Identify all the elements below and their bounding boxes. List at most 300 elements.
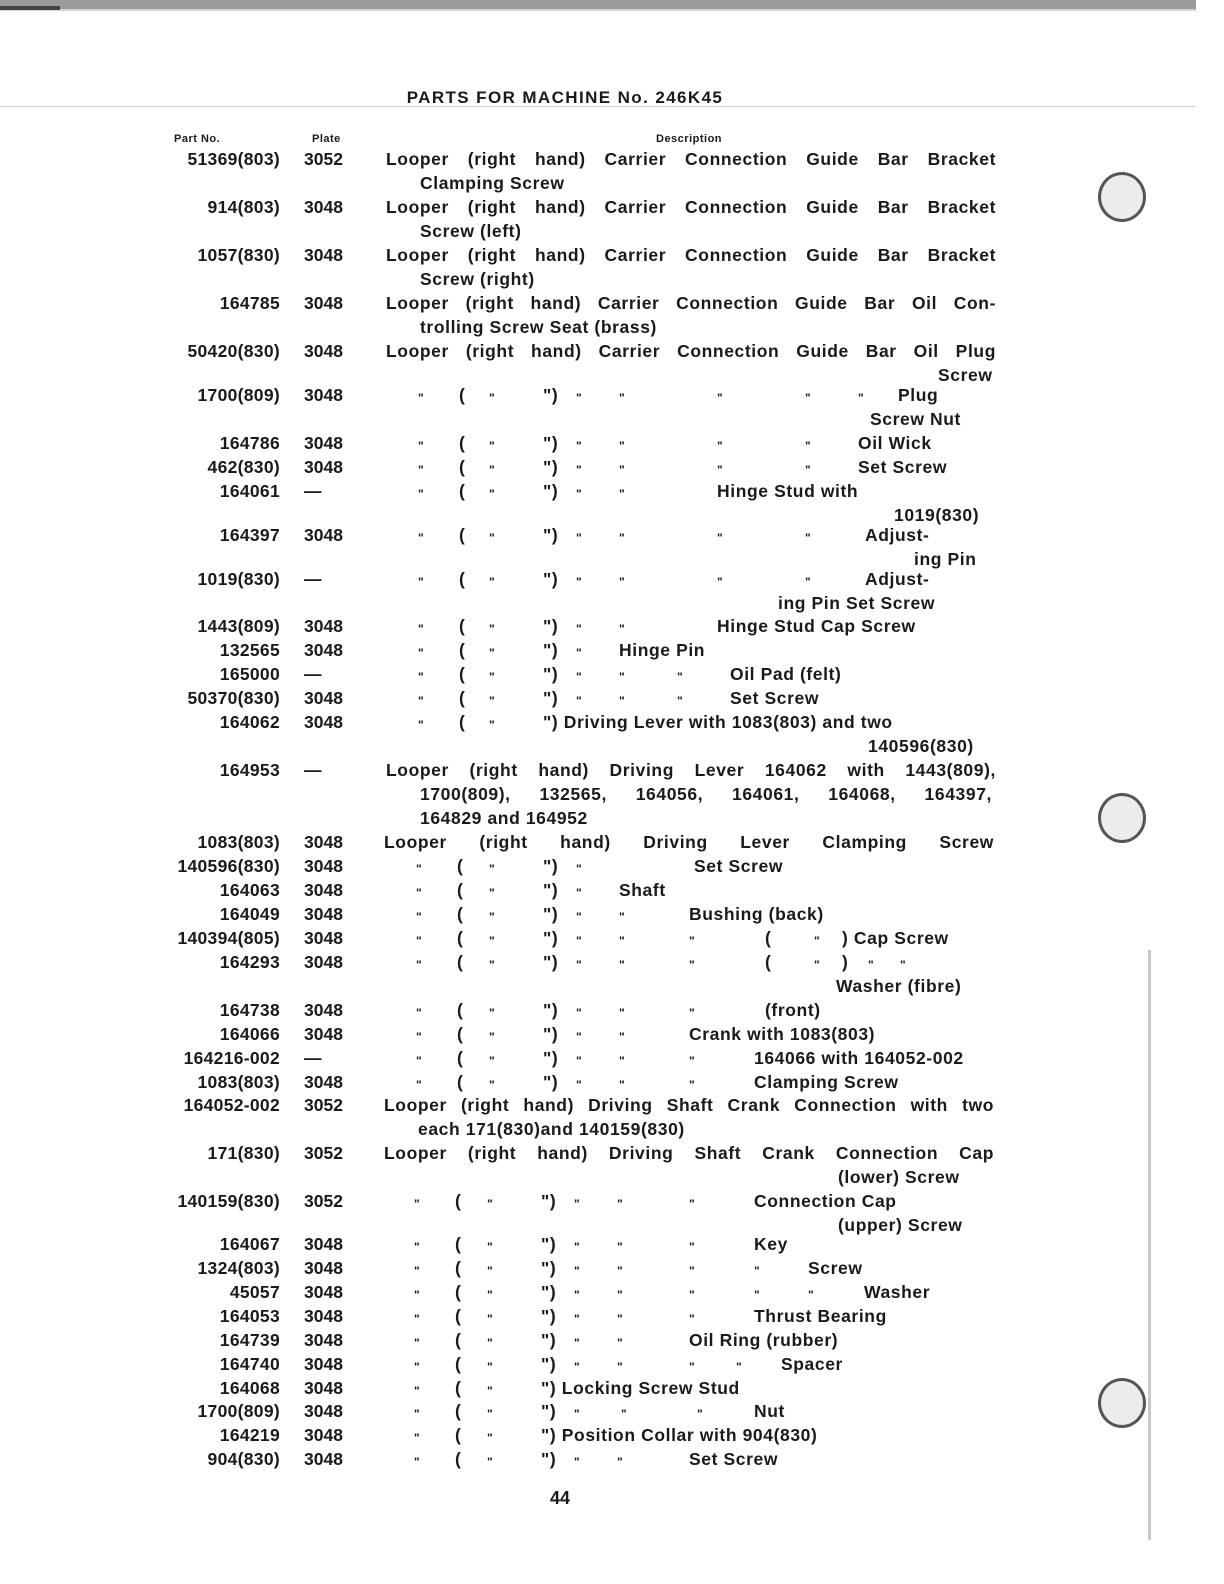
plate-number: 3048 — [304, 880, 343, 900]
description-text: Oil Wick — [858, 433, 932, 453]
ditto-mark: " — [617, 1360, 624, 1374]
ditto-mark: " — [619, 934, 626, 948]
ditto-mark: " — [814, 958, 821, 972]
description-text: Bushing (back) — [689, 904, 824, 924]
ditto-mark: " — [754, 1288, 761, 1302]
part-number: 1700(809) — [197, 385, 280, 405]
ditto-mark: " — [689, 1054, 696, 1068]
description-text: ") Driving Lever with 1083(803) and two — [543, 712, 893, 732]
binder-hole-middle — [1098, 793, 1146, 843]
description-text: ") — [543, 1024, 559, 1044]
ditto-mark: " — [574, 1455, 581, 1469]
ditto-mark: " — [697, 1407, 704, 1421]
ditto-mark: " — [619, 391, 626, 405]
description-text: ( — [459, 481, 466, 501]
plate-number: 3048 — [304, 712, 343, 732]
ditto-mark: " — [489, 1078, 496, 1092]
ditto-mark: " — [576, 646, 583, 660]
part-number: 1083(803) — [197, 1072, 280, 1092]
ditto-mark: " — [418, 439, 425, 453]
description-continuation: ing Pin Set Screw — [778, 593, 936, 613]
ditto-mark: " — [805, 575, 812, 589]
ditto-mark: " — [414, 1336, 421, 1350]
description-text: ") Position Collar with 904(830) — [541, 1425, 818, 1445]
ditto-mark: " — [619, 1078, 626, 1092]
part-number: 164740 — [219, 1354, 280, 1374]
description-text: Screw — [808, 1258, 863, 1278]
ditto-mark: " — [576, 886, 583, 900]
plate-number: — — [304, 569, 322, 589]
description-text: ( — [457, 1072, 464, 1092]
ditto-mark: " — [418, 391, 425, 405]
ditto-mark: " — [574, 1336, 581, 1350]
part-number: 164216-002 — [183, 1048, 280, 1068]
description-text: Oil Pad (felt) — [730, 664, 842, 684]
ditto-mark: " — [677, 670, 684, 684]
description-text: Adjust- — [865, 569, 930, 589]
ditto-mark: " — [418, 718, 425, 732]
part-number: 164219 — [219, 1425, 280, 1445]
description-text: Key — [754, 1234, 788, 1254]
description-text: Oil Ring (rubber) — [689, 1330, 839, 1350]
ditto-mark: " — [576, 1030, 583, 1044]
description-text: ( — [455, 1401, 462, 1421]
ditto-mark: " — [677, 694, 684, 708]
description-continuation: (upper) Screw — [838, 1215, 963, 1235]
plate-number: 3048 — [304, 1449, 343, 1469]
part-number: 904(830) — [207, 1449, 280, 1469]
plate-number: 3048 — [304, 293, 343, 313]
ditto-mark: " — [414, 1384, 421, 1398]
ditto-mark: " — [689, 1197, 696, 1211]
plate-number: 3048 — [304, 1282, 343, 1302]
ditto-mark: " — [868, 958, 875, 972]
description-text: ") — [543, 904, 559, 924]
ditto-mark: " — [619, 910, 626, 924]
description-text: ") Locking Screw Stud — [541, 1378, 740, 1398]
ditto-mark: " — [489, 646, 496, 660]
part-number: 140596(830) — [177, 856, 280, 876]
ditto-mark: " — [416, 886, 423, 900]
plate-number: 3048 — [304, 832, 343, 852]
plate-number: 3048 — [304, 640, 343, 660]
top-edge-band — [0, 0, 1196, 9]
description-text: Set Screw — [730, 688, 820, 708]
description-text: Hinge Stud Cap Screw — [717, 616, 916, 636]
plate-number: — — [304, 760, 322, 780]
ditto-mark: " — [689, 1360, 696, 1374]
description-text: ( — [457, 880, 464, 900]
part-number: 164293 — [219, 952, 280, 972]
ditto-mark: " — [576, 694, 583, 708]
description-text: ( — [765, 928, 772, 948]
ditto-mark: " — [617, 1288, 624, 1302]
ditto-mark: " — [574, 1288, 581, 1302]
description-text: ( — [765, 952, 772, 972]
description-text: ") — [543, 856, 559, 876]
ditto-mark: " — [487, 1336, 494, 1350]
description-text: ( — [455, 1306, 462, 1326]
ditto-mark: " — [576, 1054, 583, 1068]
ditto-mark: " — [689, 1288, 696, 1302]
ditto-mark: " — [418, 694, 425, 708]
ditto-mark: " — [416, 958, 423, 972]
ditto-mark: " — [576, 910, 583, 924]
ditto-mark: " — [489, 575, 496, 589]
ditto-mark: " — [418, 670, 425, 684]
description-text: ) Cap Screw — [842, 928, 949, 948]
plate-number: — — [304, 664, 322, 684]
description-continuation: Screw Nut — [870, 409, 961, 429]
description-text: ( — [459, 385, 466, 405]
ditto-mark: " — [414, 1264, 421, 1278]
plate-number: 3048 — [304, 1306, 343, 1326]
description-text: ( — [459, 433, 466, 453]
ditto-mark: " — [717, 575, 724, 589]
description-text: 164066 with 164052-002 — [754, 1048, 964, 1068]
ditto-mark: " — [576, 1006, 583, 1020]
description-text: ) — [842, 952, 849, 972]
ditto-mark: " — [805, 463, 812, 477]
ditto-mark: " — [576, 487, 583, 501]
description-text: ") — [543, 640, 559, 660]
description-text: Nut — [754, 1401, 785, 1421]
description-text: ( — [455, 1330, 462, 1350]
description-text: Clamping Screw — [754, 1072, 899, 1092]
ditto-mark: " — [489, 1006, 496, 1020]
description-text: Hinge Stud with — [717, 481, 859, 501]
plate-number: 3048 — [304, 457, 343, 477]
description-text: Looper (right hand) Driving Lever 164062 with 1443(809), — [386, 760, 996, 780]
part-number: 1443(809) — [197, 616, 280, 636]
part-number: 140394(805) — [177, 928, 280, 948]
page-title: PARTS FOR MACHINE No. 246K45 — [406, 88, 724, 107]
ditto-mark: " — [689, 1006, 696, 1020]
description-continuation: 1700(809), 132565, 164056, 164061, 164068, 164397, — [420, 784, 992, 804]
ditto-mark: " — [487, 1240, 494, 1254]
plate-number: 3048 — [304, 1000, 343, 1020]
ditto-mark: " — [621, 1407, 628, 1421]
ditto-mark: " — [717, 531, 724, 545]
column-header-plate: Plate — [312, 133, 341, 145]
description-continuation: 1019(830) — [894, 505, 980, 525]
ditto-mark: " — [619, 487, 626, 501]
part-number: 164053 — [219, 1306, 280, 1326]
ditto-mark: " — [418, 575, 425, 589]
ditto-mark: " — [416, 934, 423, 948]
part-number: 164786 — [219, 433, 280, 453]
ditto-mark: " — [489, 910, 496, 924]
description-text: ") — [543, 664, 559, 684]
description-text: ") — [543, 525, 559, 545]
description-text: ") — [543, 1000, 559, 1020]
ditto-mark: " — [489, 531, 496, 545]
ditto-mark: " — [416, 862, 423, 876]
description-continuation: (lower) Screw — [838, 1167, 960, 1187]
description-text: Set Screw — [689, 1449, 779, 1469]
ditto-mark: " — [805, 531, 812, 545]
ditto-mark: " — [576, 958, 583, 972]
plate-number: 3052 — [304, 1095, 343, 1115]
ditto-mark: " — [416, 1030, 423, 1044]
description-text: ( — [455, 1354, 462, 1374]
description-text: ( — [457, 1048, 464, 1068]
description-text: ") — [543, 1048, 559, 1068]
ditto-mark: " — [487, 1264, 494, 1278]
plate-number: 3048 — [304, 525, 343, 545]
ditto-mark: " — [576, 1078, 583, 1092]
ditto-mark: " — [414, 1197, 421, 1211]
ditto-mark: " — [489, 487, 496, 501]
description-text: Washer — [864, 1282, 931, 1302]
ditto-mark: " — [574, 1360, 581, 1374]
description-text: Spacer — [781, 1354, 843, 1374]
ditto-mark: " — [576, 463, 583, 477]
part-number: 164785 — [219, 293, 280, 313]
ditto-mark: " — [805, 391, 812, 405]
ditto-mark: " — [489, 862, 496, 876]
part-number: 165000 — [219, 664, 280, 684]
description-text: ") — [541, 1234, 557, 1254]
ditto-mark: " — [617, 1240, 624, 1254]
ditto-mark: " — [617, 1455, 624, 1469]
part-number: 1057(830) — [197, 245, 280, 265]
ditto-mark: " — [858, 391, 865, 405]
part-number: 914(803) — [207, 197, 280, 217]
plate-number: 3052 — [304, 1191, 343, 1211]
description-continuation: Clamping Screw — [420, 173, 565, 193]
plate-number: — — [304, 481, 322, 501]
description-text: ") — [543, 688, 559, 708]
ditto-mark: " — [814, 934, 821, 948]
description-continuation: each 171(830)and 140159(830) — [418, 1119, 685, 1139]
description-text: ( — [459, 569, 466, 589]
ditto-mark: " — [689, 1264, 696, 1278]
description-continuation: 164829 and 164952 — [420, 808, 588, 828]
description-text: ( — [459, 616, 466, 636]
description-text: ( — [455, 1425, 462, 1445]
description-text: ") — [541, 1401, 557, 1421]
plate-number: 3048 — [304, 1425, 343, 1445]
part-number: 1019(830) — [197, 569, 280, 589]
part-number: 164739 — [219, 1330, 280, 1350]
ditto-mark: " — [736, 1360, 743, 1374]
plate-number: 3048 — [304, 1258, 343, 1278]
description-text: ( — [455, 1234, 462, 1254]
ditto-mark: " — [576, 391, 583, 405]
part-number: 164049 — [219, 904, 280, 924]
plate-number: 3048 — [304, 1330, 343, 1350]
top-edge-shadow — [0, 9, 1196, 11]
ditto-mark: " — [619, 694, 626, 708]
plate-number: 3048 — [304, 1354, 343, 1374]
description-text: ") — [543, 457, 559, 477]
ditto-mark: " — [418, 463, 425, 477]
ditto-mark: " — [418, 487, 425, 501]
ditto-mark: " — [574, 1264, 581, 1278]
part-number: 1324(803) — [197, 1258, 280, 1278]
description-text: ( — [455, 1449, 462, 1469]
ditto-mark: " — [418, 622, 425, 636]
description-text: ") — [543, 616, 559, 636]
description-text: Hinge Pin — [619, 640, 706, 660]
ditto-mark: " — [617, 1336, 624, 1350]
plate-number: 3048 — [304, 245, 343, 265]
description-text: ( — [455, 1282, 462, 1302]
ditto-mark: " — [414, 1312, 421, 1326]
ditto-mark: " — [617, 1312, 624, 1326]
ditto-mark: " — [619, 958, 626, 972]
ditto-mark: " — [487, 1384, 494, 1398]
description-text: Looper (right hand) Carrier Connection Guide Bar Bracket — [386, 197, 996, 217]
plate-number: 3048 — [304, 433, 343, 453]
ditto-mark: " — [489, 886, 496, 900]
part-number: 164738 — [219, 1000, 280, 1020]
ditto-mark: " — [805, 439, 812, 453]
description-text: ") — [543, 880, 559, 900]
page-number: 44 — [549, 1488, 571, 1508]
description-text: Looper (right hand) Driving Shaft Crank Connection Cap — [384, 1143, 994, 1163]
description-text: ") — [541, 1282, 557, 1302]
plate-number: 3048 — [304, 952, 343, 972]
part-number: 50420(830) — [187, 341, 280, 361]
part-number: 1083(803) — [197, 832, 280, 852]
description-text: ") — [541, 1330, 557, 1350]
ditto-mark: " — [489, 1030, 496, 1044]
right-page-edge — [1148, 950, 1151, 1540]
plate-number: 3048 — [304, 1024, 343, 1044]
description-text: ") — [543, 928, 559, 948]
ditto-mark: " — [487, 1431, 494, 1445]
part-number: 1700(809) — [197, 1401, 280, 1421]
ditto-mark: " — [489, 622, 496, 636]
description-text: ( — [459, 664, 466, 684]
ditto-mark: " — [619, 1030, 626, 1044]
description-text: ( — [455, 1258, 462, 1278]
description-text: Plug — [898, 385, 939, 405]
part-number: 50370(830) — [187, 688, 280, 708]
ditto-mark: " — [487, 1360, 494, 1374]
description-text: Adjust- — [865, 525, 930, 545]
plate-number: 3048 — [304, 1401, 343, 1421]
ditto-mark: " — [689, 1078, 696, 1092]
description-text: ( — [455, 1191, 462, 1211]
description-text: ") — [541, 1449, 557, 1469]
plate-number: 3048 — [304, 1234, 343, 1254]
ditto-mark: " — [416, 1078, 423, 1092]
ditto-mark: " — [414, 1360, 421, 1374]
ditto-mark: " — [414, 1407, 421, 1421]
plate-number: 3048 — [304, 197, 343, 217]
description-continuation: Screw — [938, 365, 993, 385]
description-text: ") — [541, 1191, 557, 1211]
column-header-description: Description — [656, 133, 723, 145]
ditto-mark: " — [489, 463, 496, 477]
binder-hole-bottom — [1098, 1378, 1146, 1428]
description-text: ( — [459, 688, 466, 708]
ditto-mark: " — [574, 1197, 581, 1211]
description-text: ") — [541, 1354, 557, 1374]
top-edge-mark — [0, 6, 60, 10]
ditto-mark: " — [489, 1054, 496, 1068]
ditto-mark: " — [617, 1264, 624, 1278]
description-text: ( — [459, 712, 466, 732]
description-continuation: ing Pin — [914, 549, 977, 569]
ditto-mark: " — [489, 391, 496, 405]
description-text: Set Screw — [694, 856, 784, 876]
description-continuation: Screw (right) — [420, 269, 535, 289]
ditto-mark: " — [576, 531, 583, 545]
description-text: ") — [543, 569, 559, 589]
ditto-mark: " — [689, 934, 696, 948]
part-number: 164953 — [219, 760, 280, 780]
ditto-mark: " — [414, 1455, 421, 1469]
description-text: Set Screw — [858, 457, 948, 477]
binder-hole-top — [1098, 172, 1146, 222]
ditto-mark: " — [487, 1407, 494, 1421]
ditto-mark: " — [619, 531, 626, 545]
column-header-part-no: Part No. — [174, 133, 221, 145]
ditto-mark: " — [617, 1197, 624, 1211]
ditto-mark: " — [619, 463, 626, 477]
ditto-mark: " — [717, 439, 724, 453]
plate-number: 3048 — [304, 904, 343, 924]
description-continuation: 140596(830) — [868, 736, 974, 756]
ditto-mark: " — [574, 1240, 581, 1254]
plate-number: 3048 — [304, 1072, 343, 1092]
description-text: Looper (right hand) Driving Lever Clamping Screw — [384, 832, 994, 852]
description-text: Looper (right hand) Carrier Connection Guide Bar Oil Plug — [386, 341, 996, 361]
description-text: ") — [541, 1258, 557, 1278]
part-number: 171(830) — [207, 1143, 280, 1163]
description-text: ( — [459, 457, 466, 477]
description-text: ") — [543, 952, 559, 972]
description-text: Shaft — [619, 880, 666, 900]
part-number: 51369(803) — [187, 149, 280, 169]
description-text: Looper (right hand) Driving Shaft Crank Connection with two — [384, 1095, 994, 1115]
part-number: 164063 — [219, 880, 280, 900]
description-text: ( — [459, 640, 466, 660]
ditto-mark: " — [576, 575, 583, 589]
ditto-mark: " — [689, 958, 696, 972]
ditto-mark: " — [619, 439, 626, 453]
ditto-mark: " — [487, 1312, 494, 1326]
part-number: 132565 — [219, 640, 280, 660]
description-text: ") — [543, 481, 559, 501]
part-number: 462(830) — [207, 457, 280, 477]
description-text: Looper (right hand) Carrier Connection Guide Bar Oil Con- — [386, 293, 996, 313]
part-number: 45057 — [229, 1282, 280, 1302]
description-text: ( — [457, 856, 464, 876]
plate-number: 3052 — [304, 149, 343, 169]
ditto-mark: " — [489, 694, 496, 708]
ditto-mark: " — [574, 1312, 581, 1326]
description-text: (front) — [765, 1000, 821, 1020]
description-text: Looper (right hand) Carrier Connection Guide Bar Bracket — [386, 149, 996, 169]
description-continuation: Screw (left) — [420, 221, 522, 241]
plate-number: — — [304, 1048, 322, 1068]
plate-number: 3048 — [304, 616, 343, 636]
ditto-mark: " — [576, 622, 583, 636]
ditto-mark: " — [487, 1288, 494, 1302]
part-number: 164061 — [219, 481, 280, 501]
description-text: ") — [543, 433, 559, 453]
ditto-mark: " — [414, 1431, 421, 1445]
ditto-mark: " — [416, 1006, 423, 1020]
plate-number: 3048 — [304, 856, 343, 876]
ditto-mark: " — [574, 1407, 581, 1421]
description-text: Looper (right hand) Carrier Connection Guide Bar Bracket — [386, 245, 996, 265]
